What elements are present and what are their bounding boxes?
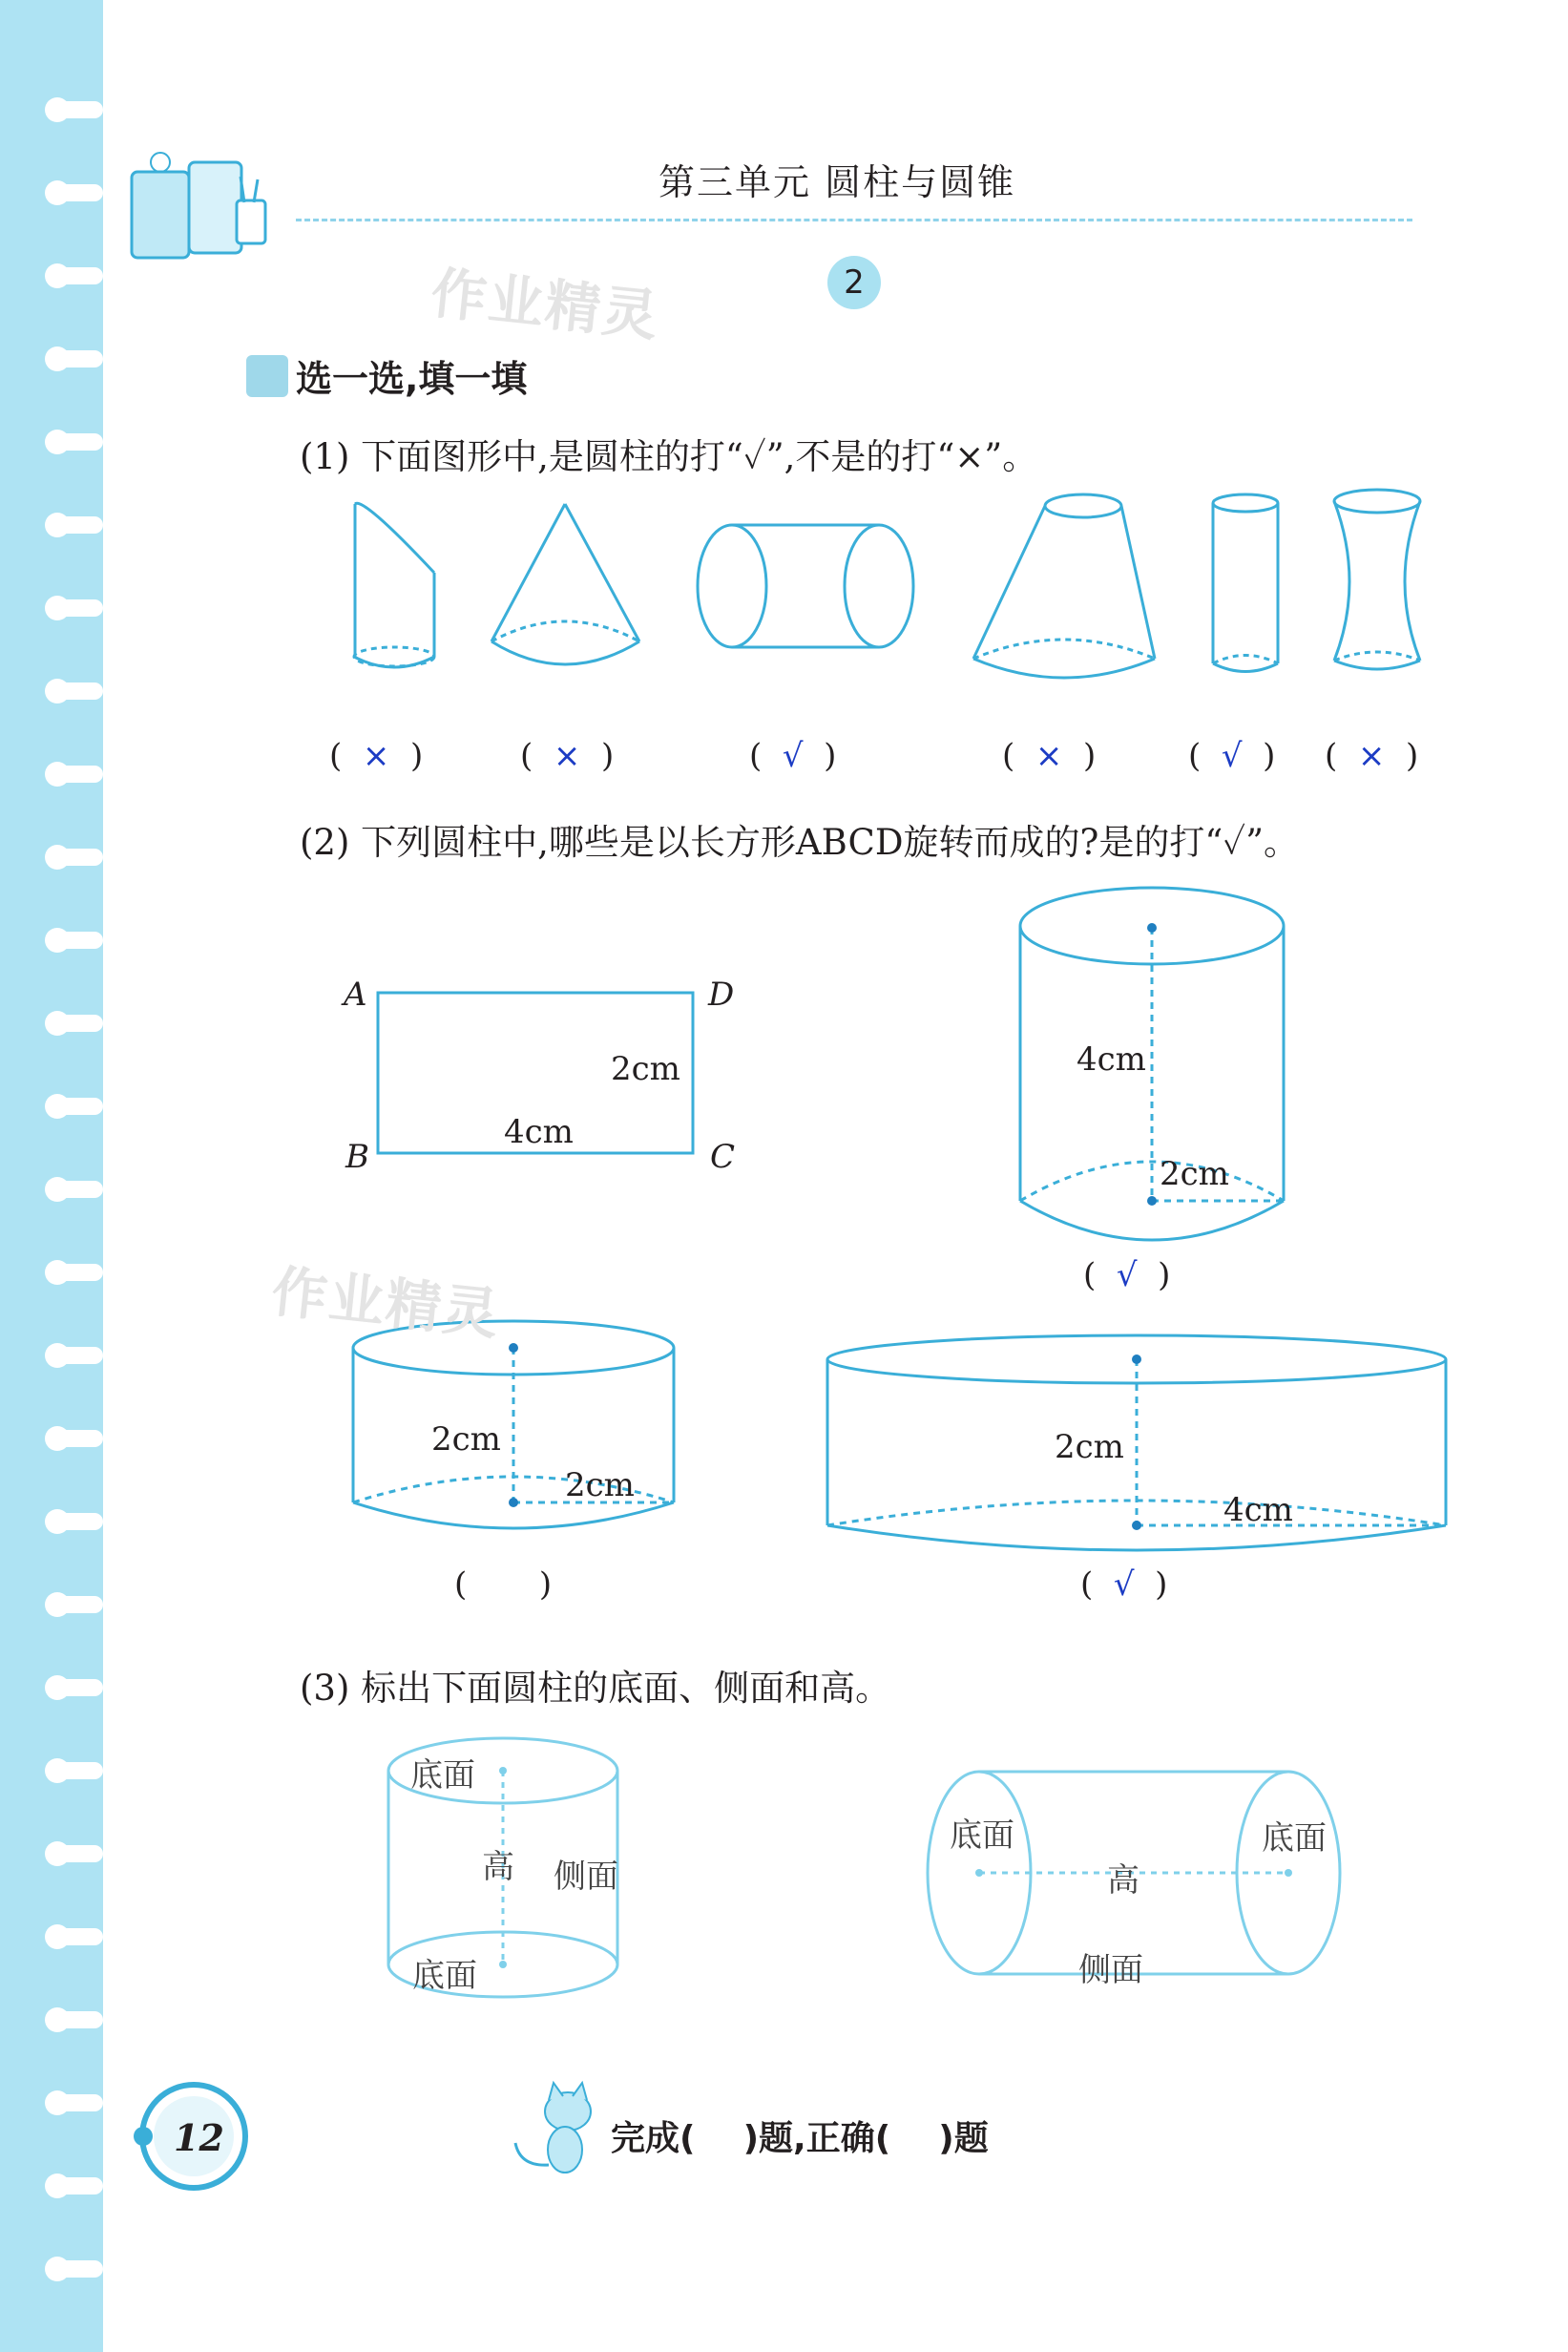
section-title: 选一选,填一填 bbox=[296, 358, 528, 400]
label-bottom-base: 底面 bbox=[412, 1957, 477, 1995]
label-top-base: 底面 bbox=[410, 1756, 475, 1795]
watermark-2: 作业精灵 bbox=[268, 1258, 504, 1348]
answer-blank-2: ( × ) bbox=[520, 737, 615, 775]
cyl1-radius-label: 2cm bbox=[1160, 1155, 1229, 1193]
vertex-c: C bbox=[710, 1138, 736, 1176]
label-side-right: 侧面 bbox=[1078, 1951, 1143, 1989]
question-2-prompt: (2) 下列圆柱中,哪些是以长方形ABCD旋转而成的?是的打“✓”。 bbox=[300, 822, 1300, 863]
label-height-left: 高 bbox=[482, 1848, 514, 1886]
question-1-prompt: (1) 下面图形中,是圆柱的打“✓”,不是的打“×”。 bbox=[300, 436, 1038, 477]
cyl3-height-label: 2cm bbox=[1055, 1428, 1124, 1466]
unit-title: 第三单元 圆柱与圆锥 bbox=[659, 161, 1016, 203]
watermark: 作业精灵 bbox=[428, 260, 663, 349]
answer-blank-6: ( × ) bbox=[1325, 737, 1419, 775]
rect-height-label: 2cm bbox=[611, 1050, 680, 1088]
vertex-d: D bbox=[708, 976, 735, 1014]
cyl2-answer: ( ) bbox=[454, 1565, 553, 1604]
answer-blank-3: ( √ ) bbox=[749, 737, 837, 775]
cyl2-radius-label: 2cm bbox=[565, 1466, 635, 1504]
vertex-a: A bbox=[344, 976, 367, 1014]
cyl1-height-label: 4cm bbox=[1077, 1040, 1146, 1079]
lesson-number-badge: 2 bbox=[827, 256, 881, 309]
page-number: 12 bbox=[174, 2116, 224, 2159]
cyl2-height-label: 2cm bbox=[431, 1420, 501, 1459]
answer-blank-4: ( × ) bbox=[1002, 737, 1097, 775]
vertex-b: B bbox=[345, 1138, 369, 1176]
rect-width-label: 4cm bbox=[504, 1113, 574, 1151]
label-height-right: 高 bbox=[1107, 1861, 1139, 1900]
label-right-base: 底面 bbox=[1262, 1819, 1327, 1858]
question-3-prompt: (3) 标出下面圆柱的底面、侧面和高。 bbox=[300, 1668, 891, 1709]
cyl3-answer: ( √ ) bbox=[1080, 1565, 1168, 1604]
label-left-base: 底面 bbox=[950, 1816, 1014, 1855]
answer-blank-1: ( × ) bbox=[329, 737, 424, 775]
cyl1-answer: ( √ ) bbox=[1083, 1256, 1171, 1294]
cyl3-radius-label: 4cm bbox=[1223, 1491, 1293, 1529]
label-side-left: 侧面 bbox=[554, 1858, 618, 1896]
answer-blank-5: ( √ ) bbox=[1188, 737, 1276, 775]
completion-tally: 完成( )题,正确( )题 bbox=[611, 2119, 989, 2158]
